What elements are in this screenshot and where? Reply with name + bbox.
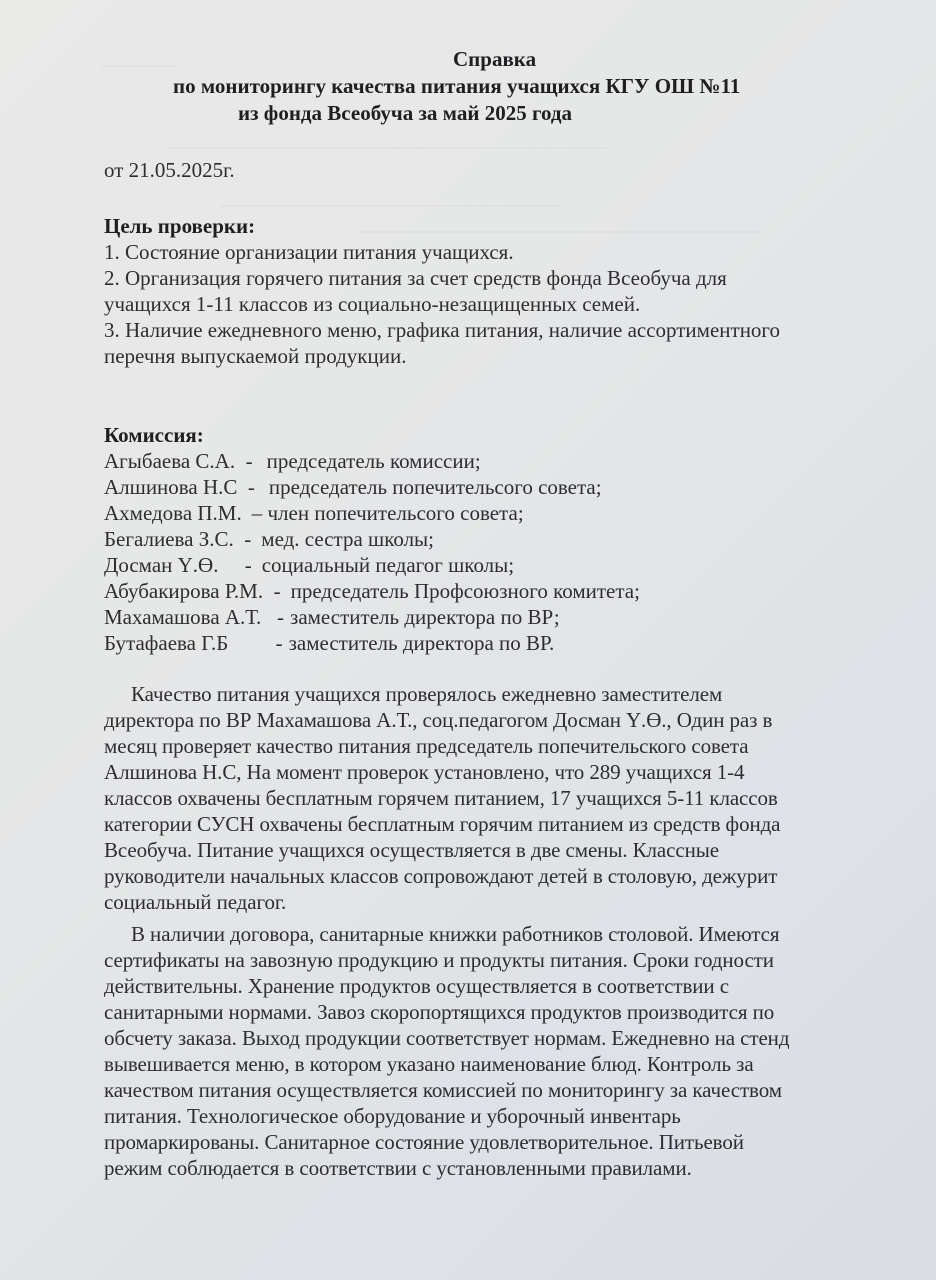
paragraph-line: санитарными нормами. Завоз скоропортящихся продуктов производится по [104,1000,775,1024]
paragraph-line: обсчету заказа. Выход продукции соответствует нормам. Ежедневно на стенд [104,1026,790,1050]
paragraph-line: социальный педагог. [104,890,287,914]
goal-item: перечня выпускаемой продукции. [104,344,407,368]
show-through-text: __________________________________________ [360,214,759,235]
paragraph-inspection-results [104,681,780,915]
member-name: Ахмедова П.М. [104,501,242,525]
show-through-text: ____________________________________ [220,188,562,209]
member-role: председатель Профсоюзного комитета; [290,579,640,603]
paragraph-line: качеством питания осуществляется комиссией по мониторингу за качеством [104,1078,782,1102]
commission-member [104,578,640,604]
paragraph-line: директора по ВР Махамашова А.Т., соц.педагогом Досман Ү.Ө., Один раз в [104,708,773,732]
goal-item: 3. Наличие ежедневного меню, графика питания, наличие ассортиментного [104,318,781,342]
commission-heading: Комиссия: [104,423,204,447]
member-name: Алшинова Н.С - [104,475,255,499]
document-date: от 21.05.2025г. [104,158,235,182]
title-line-3: из фонда Всеобуча за май 2025 года [238,101,572,125]
goal-list [104,239,780,369]
show-through-text: ________ [100,48,176,69]
member-name: Махамашова А.Т. - [104,605,285,629]
paragraph-line: промаркированы. Санитарное состояние удовлетворительное. Питьевой [104,1130,744,1154]
goal-item: 2. Организация горячего питания за счет средств фонда Всеобуча для [104,266,727,290]
member-name: Агыбаева С.А. - [104,449,253,473]
paragraph-line: Качество питания учащихся проверялось ежедневно заместителем [131,682,723,706]
commission-member [104,474,640,500]
member-role: социальный педагог школы; [261,553,515,577]
commission-member [104,448,640,474]
member-name: Бутафаева Г.Б - [104,631,283,655]
member-name: Досман Ү.Ө. - [104,553,252,577]
member-role: председатель комиссии; [266,449,481,473]
paragraph-line: сертификаты на завозную продукцию и продукты питания. Сроки годности [104,948,774,972]
paragraph-line: питания. Технологическое оборудование и уборочный инвентарь [104,1104,681,1128]
paragraph-line: категории СУСН охвачены бесплатным горячим питанием из средств фонда [104,812,781,836]
member-role: председатель попечительсого совета; [268,475,602,499]
member-role: заместитель директора по ВР; [290,605,560,629]
paragraph-line: руководители начальных классов сопровождают детей в столовую, дежурит [104,864,778,888]
commission-member [104,552,640,578]
title-line-2: по мониторингу качества питания учащихся КГУ ОШ №11 [173,74,741,98]
paragraph-line: Всеобуча. Питание учащихся осуществляется в две смены. Классные [104,838,719,862]
member-name: Бегалиева З.С. - [104,527,252,551]
paragraph-sanitary-conditions [104,921,789,1181]
goal-item: 1. Состояние организации питания учащихся. [104,240,514,264]
member-name: Абубакирова Р.М. - [104,579,281,603]
goal-heading: Цель проверки: [104,214,256,238]
commission-member [104,630,640,656]
paragraph-line: действительны. Хранение продуктов осуществляется в соответствии с [104,974,729,998]
paragraph-line: месяц проверяет качество питания председатель попечительского совета [104,734,749,758]
member-role: – член попечительсого совета; [251,501,524,525]
member-role: мед. сестра школы; [261,527,434,551]
commission-member [104,526,640,552]
paragraph-line: классов охвачены бесплатным горячем питанием, 17 учащихся 5-11 классов [104,786,778,810]
paragraph-line: В наличии договора, санитарные книжки работников столовой. Имеются [131,922,780,946]
paragraph-line: вывешивается меню, в котором указано наименование блюд. Контроль за [104,1052,754,1076]
commission-member [104,500,640,526]
title-line-1: Справка [453,47,537,71]
paragraph-line: режим соблюдается в соответствии с установленными правилами. [104,1156,692,1180]
goal-item: учащихся 1-11 классов из социально-незащищенных семей. [104,292,641,316]
member-role: заместитель директора по ВР. [288,631,555,655]
paragraph-line: Алшинова Н.С, На момент проверок установлено, что 289 учащихся 1-4 [104,760,745,784]
show-through-text: ______________________________________________ [170,130,607,151]
commission-member [104,604,640,630]
commission-list [104,448,640,656]
